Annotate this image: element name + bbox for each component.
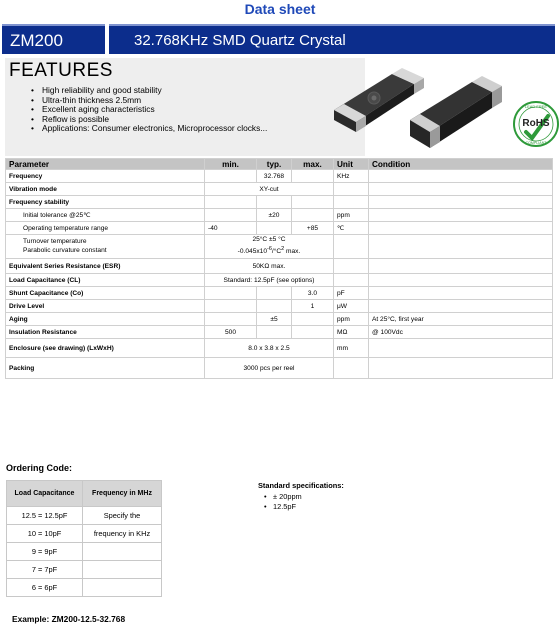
- features-heading: FEATURES: [9, 60, 113, 81]
- model-name: ZM200: [10, 31, 63, 50]
- param-label: Load Capacitance (CL): [6, 274, 205, 287]
- curvature-label: Parabolic curvature constant: [23, 246, 107, 254]
- crystal-product-image: [330, 66, 560, 156]
- cell: [292, 196, 334, 209]
- cell: [205, 209, 257, 222]
- cell: [205, 313, 257, 326]
- curvature-value: [208, 245, 330, 257]
- rohs-bottom-text: COMPLIANT: [525, 141, 547, 145]
- cell: [369, 209, 553, 222]
- cell: 500: [205, 326, 257, 339]
- cell: [292, 170, 334, 183]
- cell: [334, 196, 369, 209]
- cell: μW: [334, 300, 369, 313]
- feature-item: • Excellent aging characteristics: [31, 105, 267, 115]
- cell: ±5: [257, 313, 292, 326]
- param-label: [6, 235, 205, 259]
- cell: [369, 196, 553, 209]
- product-header: [109, 24, 555, 54]
- param-label: Insulation Resistance: [6, 326, 205, 339]
- rohs-top-text: LEAD FREE: [524, 104, 548, 109]
- cell: [369, 183, 553, 196]
- cell: [257, 196, 292, 209]
- value-text: max.: [284, 248, 301, 256]
- model-header: [2, 24, 105, 54]
- param-label: Initial tolerance @25℃: [6, 209, 205, 222]
- cell: frequency in KHz: [83, 525, 162, 543]
- cell: [334, 358, 369, 379]
- col-condition: Condition: [369, 159, 553, 170]
- cell: ±20: [257, 209, 292, 222]
- table-row: [7, 579, 162, 597]
- cell: 10 = 10pF: [7, 525, 83, 543]
- cell: 7 = 7pF: [7, 561, 83, 579]
- cell: ppm: [334, 209, 369, 222]
- cell: 32.768: [257, 170, 292, 183]
- table-row: [6, 339, 553, 358]
- cell: 1: [292, 300, 334, 313]
- cell: [205, 300, 257, 313]
- col-min: min.: [205, 159, 257, 170]
- standard-specs-list: [264, 492, 302, 512]
- param-label: Equivalent Series Resistance (ESR): [6, 259, 205, 274]
- table-row: [6, 183, 553, 196]
- turnover-value: 25°C ±5 °C: [252, 236, 286, 244]
- table-row: [6, 222, 553, 235]
- cell: XY-cut: [205, 183, 334, 196]
- feature-item: • Applications: Consumer electronics, Microprocessor clocks...: [31, 124, 267, 134]
- cell: [205, 235, 334, 259]
- cell: 9 = 9pF: [7, 543, 83, 561]
- param-label: Enclosure (see drawing) (LxWxH): [6, 339, 205, 358]
- features-list: [31, 86, 267, 134]
- cell: MΩ: [334, 326, 369, 339]
- cell: [369, 339, 553, 358]
- cell: 12.5 = 12.5pF: [7, 507, 83, 525]
- param-label: Operating temperature range: [6, 222, 205, 235]
- table-row: [7, 525, 162, 543]
- value-exp: -6: [267, 245, 272, 252]
- table-row: [6, 209, 553, 222]
- ordering-code-table: [6, 480, 162, 597]
- col-typ: typ.: [257, 159, 292, 170]
- table-row: [6, 313, 553, 326]
- cell: mm: [334, 339, 369, 358]
- cell: Specify the: [83, 507, 162, 525]
- table-row: [6, 259, 553, 274]
- param-label: Shunt Capacitance (Co): [6, 287, 205, 300]
- cell: [205, 196, 257, 209]
- table-row: [6, 358, 553, 379]
- cell: +85: [292, 222, 334, 235]
- cell: At 25°C, first year: [369, 313, 553, 326]
- table-row: [6, 274, 553, 287]
- col-parameter: Parameter: [6, 159, 205, 170]
- cell: [205, 170, 257, 183]
- table-row: [6, 235, 553, 259]
- ordering-code-heading: Ordering Code:: [6, 463, 73, 473]
- table-row: [6, 300, 553, 313]
- cell: [257, 300, 292, 313]
- cell: [334, 183, 369, 196]
- param-label: Aging: [6, 313, 205, 326]
- cell: [369, 259, 553, 274]
- feature-item: • High reliability and good stability: [31, 86, 267, 96]
- table-row: [6, 287, 553, 300]
- cell: @ 100Vdc: [369, 326, 553, 339]
- cell: [369, 274, 553, 287]
- rohs-main-text: RoHS: [522, 118, 550, 129]
- cell: [83, 561, 162, 579]
- cell: 8.0 x 3.8 x 2.5: [205, 339, 334, 358]
- param-label: Packing: [6, 358, 205, 379]
- cell: [257, 222, 292, 235]
- cell: [205, 287, 257, 300]
- standard-specs-heading: Standard specifications:: [258, 481, 344, 490]
- cell: [334, 259, 369, 274]
- value-text: /°C: [271, 248, 282, 256]
- cell: ℃: [334, 222, 369, 235]
- cell: [369, 300, 553, 313]
- table-row: [7, 561, 162, 579]
- feature-item: • Reflow is possible: [31, 115, 267, 125]
- table-row: [6, 196, 553, 209]
- cell: [334, 235, 369, 259]
- cell: 3000 pcs per reel: [205, 358, 334, 379]
- table-row: [6, 170, 553, 183]
- param-label: Frequency: [6, 170, 205, 183]
- spec-header-row: [6, 159, 553, 170]
- cell: -40: [205, 222, 257, 235]
- param-label: Drive Level: [6, 300, 205, 313]
- col-max: max.: [292, 159, 334, 170]
- features-panel: [5, 58, 365, 156]
- cell: [257, 287, 292, 300]
- cell: [292, 326, 334, 339]
- table-row: [7, 543, 162, 561]
- cell: [292, 313, 334, 326]
- cell: ppm: [334, 313, 369, 326]
- cell: KHz: [334, 170, 369, 183]
- list-item: • 12.5pF: [264, 502, 302, 512]
- param-label: Frequency stability: [6, 196, 205, 209]
- feature-item: • Ultra-thin thickness 2.5mm: [31, 96, 267, 106]
- cell: Standard: 12.5pF (see options): [205, 274, 334, 287]
- cell: 6 = 6pF: [7, 579, 83, 597]
- cell: [369, 170, 553, 183]
- value-exp: 2: [281, 245, 285, 252]
- table-row: [6, 326, 553, 339]
- param-label: Vibration mode: [6, 183, 205, 196]
- cell: 3.0: [292, 287, 334, 300]
- cell: [369, 358, 553, 379]
- cell: [369, 222, 553, 235]
- cell: [83, 543, 162, 561]
- table-row: [7, 507, 162, 525]
- col-frequency: Frequency in MHz: [83, 481, 162, 507]
- ordering-header-row: [7, 481, 162, 507]
- cell: [369, 287, 553, 300]
- cell: [83, 579, 162, 597]
- list-item: • ± 20ppm: [264, 492, 302, 502]
- cell: [369, 235, 553, 259]
- col-load-capacitance: Load Capacitance: [7, 481, 83, 507]
- turnover-label: Turnover temperature: [23, 238, 87, 245]
- cell: [292, 209, 334, 222]
- example-code: Example: ZM200-12.5-32.768: [12, 614, 126, 624]
- specifications-table: [5, 158, 553, 379]
- datasheet-title: Data sheet: [244, 1, 316, 17]
- rohs-badge-icon: [514, 102, 558, 146]
- cell: [257, 326, 292, 339]
- cell: 50KΩ max.: [205, 259, 334, 274]
- product-name: 32.768KHz SMD Quartz Crystal: [134, 32, 346, 49]
- cell: pF: [334, 287, 369, 300]
- value-text: -0.045x10: [237, 248, 267, 256]
- cell: [334, 274, 369, 287]
- col-unit: Unit: [334, 159, 369, 170]
